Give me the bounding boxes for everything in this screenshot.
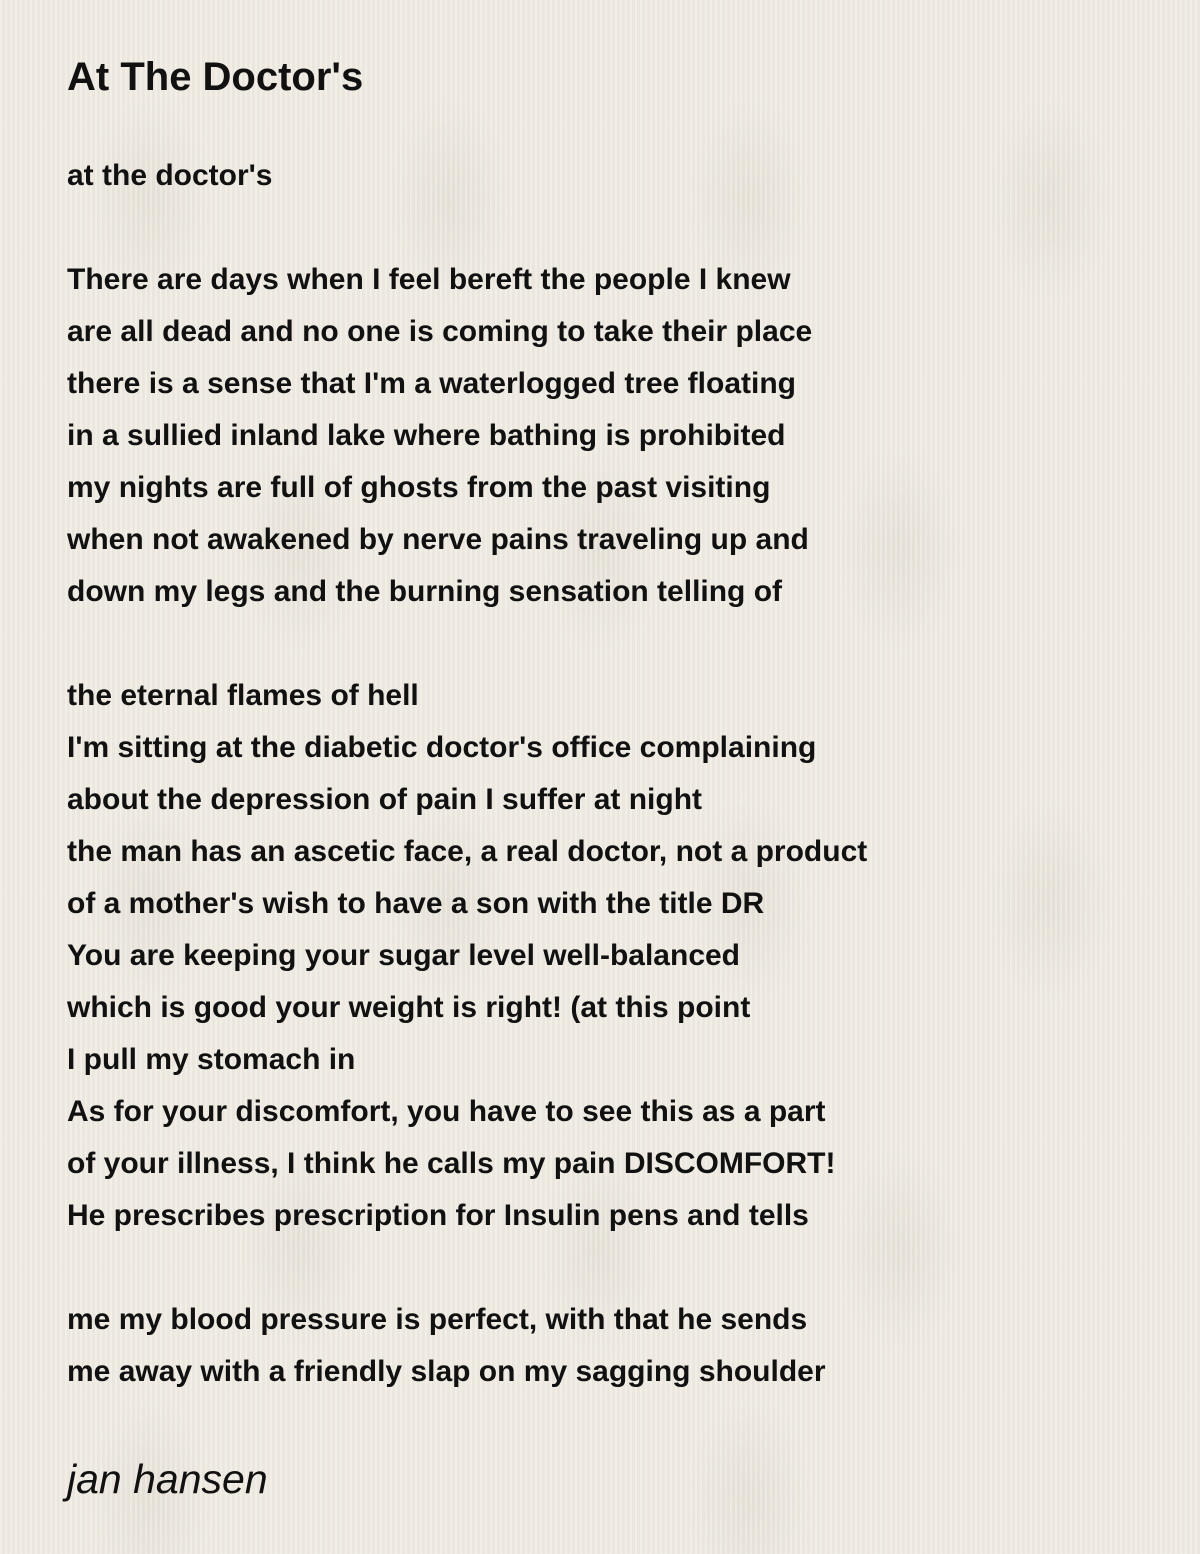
poem-line: at the doctor's [67, 159, 273, 192]
poem-author: jan hansen [67, 1456, 268, 1502]
poem-line: in a sullied inland lake where bathing is prohibited [67, 419, 786, 452]
poem-line: As for your discomfort, you have to see this as a part [67, 1095, 826, 1128]
poem-line: You are keeping your sugar level well-balanced [67, 939, 741, 972]
poem-title: At The Doctor's [67, 55, 364, 99]
poem-line: about the depression of pain I suffer at night [67, 783, 703, 816]
poem-line: my nights are full of ghosts from the past visiting [67, 471, 771, 504]
poem-line [67, 202, 1167, 254]
poem-line: when not awakened by nerve pains traveling up and [67, 523, 809, 556]
poem-line: down my legs and the burning sensation telling of [67, 575, 783, 608]
poem-line: there is a sense that I'm a waterlogged tree floating [67, 367, 796, 400]
poem-line: of a mother's wish to have a son with the title DR [67, 887, 765, 920]
poem-line: me my blood pressure is perfect, with that he sends [67, 1303, 808, 1336]
poem-line: of your illness, I think he calls my pain DISCOMFORT! [67, 1147, 836, 1180]
poem-line: He prescribes prescription for Insulin pens and tells [67, 1199, 809, 1232]
poem-line: There are days when I feel bereft the people I knew [67, 263, 791, 296]
poem-line: the man has an ascetic face, a real doctor, not a product [67, 835, 868, 868]
poem-line [67, 618, 1167, 670]
poem-line: are all dead and no one is coming to take their place [67, 315, 813, 348]
poem-line: the eternal flames of hell [67, 679, 419, 712]
poem-line: me away with a friendly slap on my sagging shoulder [67, 1355, 826, 1388]
poem-line: I pull my stomach in [67, 1043, 356, 1076]
poem-line: I'm sitting at the diabetic doctor's office complaining [67, 731, 817, 764]
poem-body [67, 150, 1167, 1398]
poem-line: which is good your weight is right! (at this point [67, 991, 751, 1024]
poem-line [67, 1242, 1167, 1294]
